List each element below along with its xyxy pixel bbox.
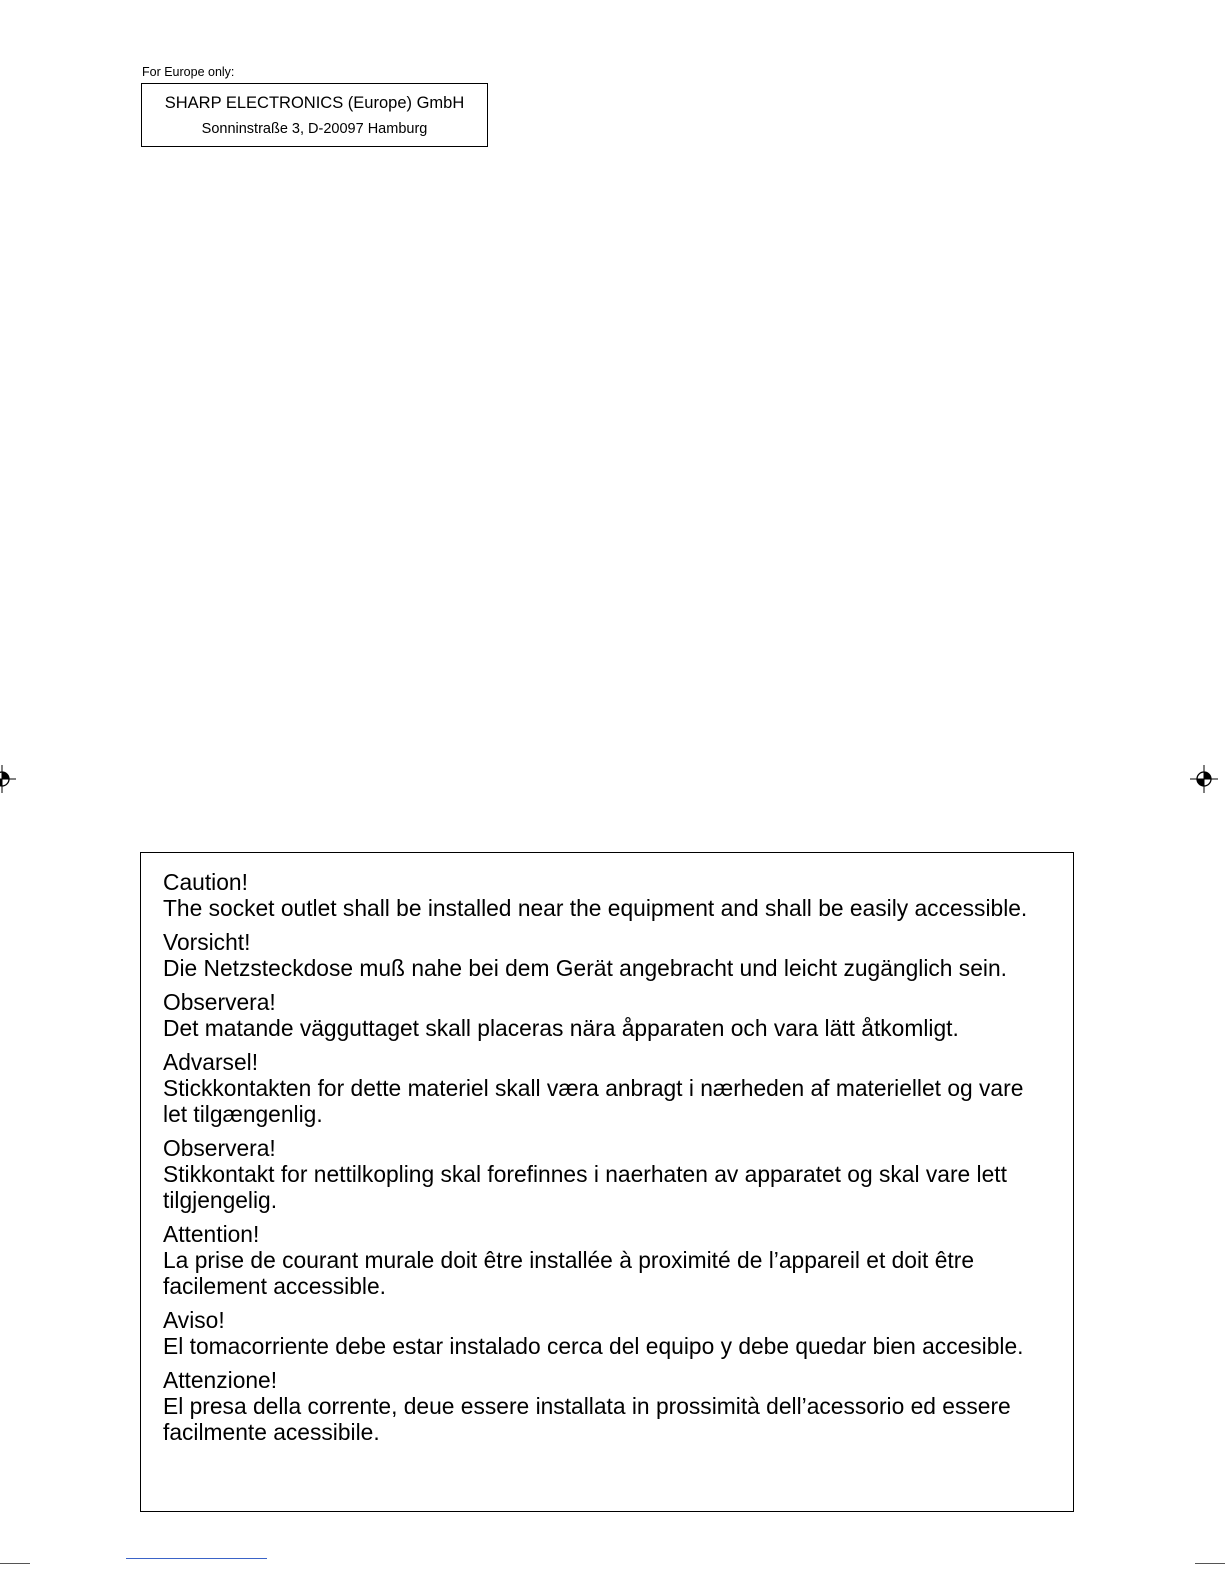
notice-body: Stickkontakten for dette materiel skall væra anbragt i nærheden af materiellet og vare let tilgængenlig. <box>163 1075 1024 1127</box>
notice-body: Det matande vägguttaget skall placeras nära åpparaten och vara lätt åtkomligt. <box>163 1015 959 1041</box>
notice-french <box>163 1221 1053 1299</box>
company-address: Sonninstraße 3, D-20097 Hamburg <box>201 121 428 137</box>
notice-heading: Observera! <box>163 989 276 1015</box>
notice-heading: Observera! <box>163 1135 276 1161</box>
notice-german <box>163 929 1053 981</box>
caution-notice-box <box>140 852 1074 1512</box>
notice-spanish <box>163 1307 1053 1359</box>
notice-italian <box>163 1367 1053 1445</box>
bottom-link-underline <box>126 1558 267 1559</box>
registration-mark-icon <box>1190 765 1218 793</box>
notice-swedish <box>163 989 1053 1041</box>
notice-heading: Attention! <box>163 1221 260 1247</box>
notice-heading: Vorsicht! <box>163 929 251 955</box>
crop-mark-left <box>0 1563 30 1564</box>
registration-mark-icon <box>0 765 16 793</box>
notice-danish <box>163 1049 1053 1127</box>
notice-norwegian <box>163 1135 1053 1213</box>
notice-body: El presa della corrente, deue essere installata in prossimità dell’acessorio ed essere facilmente acessibile. <box>163 1393 1011 1445</box>
notice-heading: Advarsel! <box>163 1049 259 1075</box>
notice-heading: Attenzione! <box>163 1367 278 1393</box>
notice-body: La prise de courant murale doit être installée à proximité de l’appareil et doit être facilement accessible. <box>163 1247 975 1299</box>
crop-mark-right <box>1195 1563 1225 1564</box>
address-box <box>141 83 488 147</box>
company-name: SHARP ELECTRONICS (Europe) GmbH <box>164 94 465 112</box>
notice-heading: Caution! <box>163 869 248 895</box>
notice-body: Stikkontakt for nettilkopling skal forefinnes i naerhaten av apparatet og skal vare lett tilgjengelig. <box>163 1161 1007 1213</box>
notice-body: The socket outlet shall be installed near the equipment and shall be easily accessible. <box>163 895 1028 921</box>
europe-only-label: For Europe only: <box>142 65 235 79</box>
notice-heading: Aviso! <box>163 1307 225 1333</box>
notice-body: El tomacorriente debe estar instalado cerca del equipo y debe quedar bien accesible. <box>163 1333 1024 1359</box>
notice-body: Die Netzsteckdose muß nahe bei dem Gerät angebracht und leicht zugänglich sein. <box>163 955 1007 981</box>
notice-english <box>163 869 1053 921</box>
